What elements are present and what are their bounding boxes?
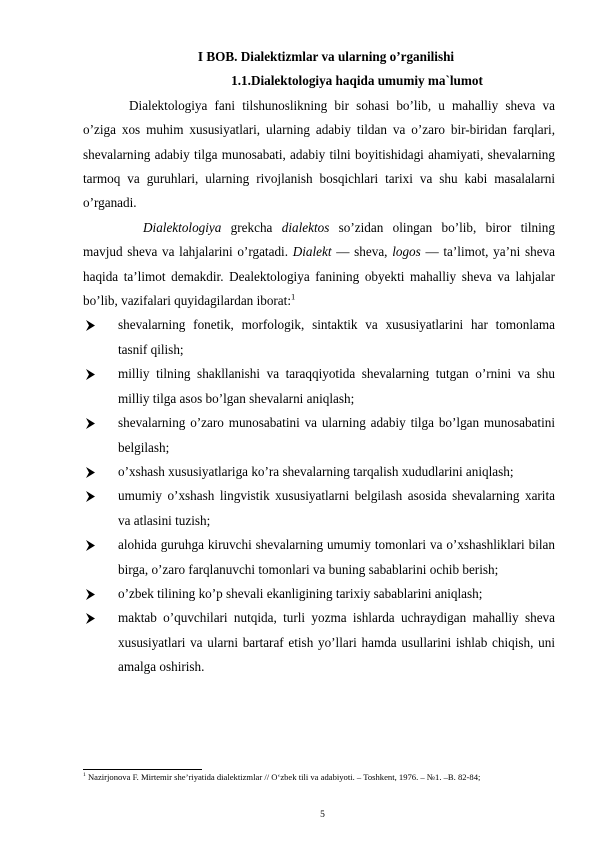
section-title: 1.1.Dialektologiya haqida umumiy ma`lumot (231, 73, 483, 89)
list-item: maktab o’quvchilari nutqida, turli yozma ishlarda uchraydigan mahalliy sheva xususiyatlari va ularni bartaraf etish yo’llari hamda usullarini ishlab chiqish, uni amalga oshirish. (83, 606, 555, 679)
definition-paragraph (83, 216, 555, 314)
footnote-divider (83, 769, 202, 770)
list-item: shevalarning fonetik, morfologik, sintaktik va xususiyatlarini har tomonlama tasnif qilish; (83, 313, 555, 362)
arrow-bullet-icon (85, 369, 96, 380)
arrow-bullet-icon (85, 589, 96, 600)
term-dialektologiya: Dialektologiya (143, 219, 222, 235)
tasks-list (83, 313, 555, 679)
list-item: o’xshash xususiyatlariga ko’ra shevalarning tarqalish xududlarini aniqlash; (83, 460, 555, 484)
arrow-bullet-icon (85, 467, 96, 478)
list-item: shevalarning o’zaro munosabatini va ularning adabiy tilga bo’lgan munosabatini belgilash; (83, 411, 555, 460)
list-item: alohida guruhga kiruvchi shevalarning umumiy tomonlari va o’xshashliklari bilan birga, o’zaro farqlanuvchi tomonlari va buning sabablarini ochib berish; (83, 533, 555, 582)
term-logos: logos (392, 244, 421, 260)
arrow-bullet-icon (85, 491, 96, 502)
list-item: milliy tilning shakllanishi va taraqqiyotida shevalarning tutgan o’rnini va shu milliy tilga asos bo’lgan shevalarni aniqlash; (83, 362, 555, 411)
page-content (83, 45, 555, 680)
definition-text-4: — ta’limot, ya’ni sheva haqida ta’limot demakdir. Dealektologiya fanining obyekti mahalliy sheva va lahjalar bo’lib, vazifalari quyidagilardan iborat: (83, 244, 555, 309)
arrow-bullet-icon (85, 540, 96, 551)
footnote (83, 771, 555, 783)
list-item: umumiy o’xshash lingvistik xususiyatlarni belgilash asosida shevalarning xarita va atlasini tuzish; (83, 484, 555, 533)
chapter-title: I BOB. Dialektizmlar va ularning o’rganilishi (197, 49, 455, 64)
term-dialektos: dialektos (281, 219, 330, 235)
footnote-mark: 1 (83, 772, 86, 779)
footnote-text: Nazirjonova F. Mirtemir she’riyatida dialektizmlar // O‘zbek tili va adabiyoti. – Toshkent, 1976. – №1. –B. 82-84; (85, 772, 481, 782)
page-number: 5 (320, 810, 325, 820)
footnote-reference[interactable]: 1 (291, 291, 296, 302)
intro-paragraph: Dialektologiya fani tilshunoslikning bir sohasi bo’lib, u mahalliy sheva va o’ziga xos muhim xususiyatlari, ularning adabiy tildan va o’zaro bir-biridan farqlari, shevalarning adabiy tilga munosabati, adabiy tilni boyitishidagi ahamiyati, shevalarning tarmoq va guruhlari, ularning rivojlanish bosqichlari tarixi va shu kabi masalalarni o’rganadi. (83, 97, 555, 211)
list-item: o’zbek tilining ko’p shevali ekanligining tarixiy sabablarini aniqlash; (83, 582, 555, 606)
arrow-bullet-icon (85, 418, 96, 429)
arrow-bullet-icon (85, 613, 96, 624)
arrow-bullet-icon (85, 320, 96, 331)
term-dialekt: Dialekt (292, 244, 332, 260)
definition-text-3: — sheva, (331, 244, 393, 260)
definition-text-2: so’zidan olingan bo’lib, biror tilning mavjud sheva va lahjalarini o’rgatadi. (83, 219, 555, 260)
definition-text-1: grekcha (221, 219, 282, 235)
